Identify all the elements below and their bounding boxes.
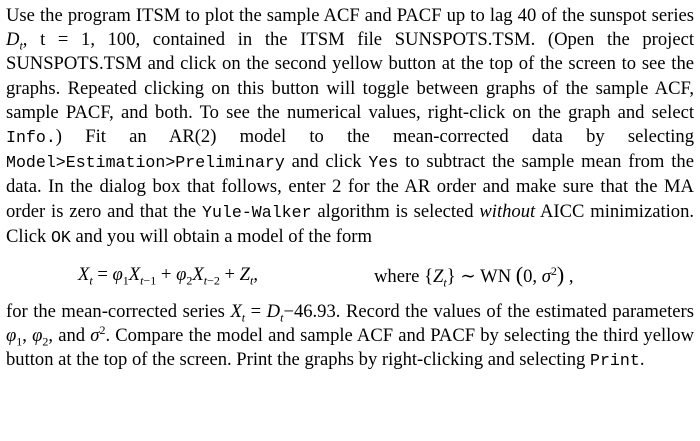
paragraph-instructions (6, 4, 694, 250)
equation-lhs: $X_t = \varphi_1X_{t-1} + \varphi_2X_{t-2} + Z_t$, (78, 264, 258, 288)
text-without: without (479, 200, 536, 222)
text-open-project: , t = 1, 100, contained in the ITSM file SUNSPOTS.TSM. (Open the project SUNSPOTS.TSM and click on the second yellow button at the top of the screen to see the graphs. Repeated clicking on this button will toggle between graphs of the sample ACF, sample PACF, and both. To see the numerical values, right-click on the graph and select (6, 29, 694, 123)
code-yule-walker: Yule-Walker (201, 202, 312, 222)
text-period: . (639, 349, 645, 371)
text-mean-corrected: for the mean-corrected series (6, 301, 225, 323)
text-and-click: and click (291, 151, 362, 173)
text-algorithm: algorithm is selected (317, 200, 474, 222)
equation-rhs: where $\{Z_t\}$ ∼ WN (0, $\sigma^2$) , (374, 262, 574, 290)
paragraph-record: for the mean-corrected series $X_t = D_t-46.93$. Record the values of the estimated parameters $\varphi_1$, $\varphi_2$, and $\sigma^2$. Compare the model and sample ACF and PACF by selecting the third yellow button at the top of the screen. Print the graphs by right-clicking and selecting Print. (6, 301, 695, 371)
text-dialog: to subtract the sample mean from the data. In the dialog box that follows, enter 2 for the AR order and make sure that the MA order is zero and that the (6, 151, 694, 222)
text-record-values: −46.93. Record the values of the estimated parameters (283, 301, 694, 323)
series-symbol: $D_t$ (6, 29, 23, 53)
code-menu-path: Model>Estimation>Preliminary (6, 153, 285, 173)
text-intro: Use the program ITSM to plot the sample ACF and PACF up to lag 40 of the sunspot series (6, 5, 694, 26)
text-and: and (58, 325, 86, 347)
equation-where: where (374, 266, 420, 288)
code-yes: Yes (368, 153, 399, 173)
ar2-equation (6, 261, 694, 291)
text-fit-model: ) Fit an AR(2) model to the mean-corrected data by selecting (55, 126, 694, 148)
code-print: Print (590, 351, 640, 371)
text-model-form: and you will obtain a model of the form (75, 225, 372, 247)
text-click: AICC minimization. Click (6, 200, 695, 247)
code-info: Info. (6, 128, 56, 148)
code-ok: OK (50, 227, 71, 247)
text-compare: . Compare the model and sample ACF and PACF by selecting the third yellow button at the top of the screen. Print the graphs by right-clicking and selecting (6, 325, 695, 371)
